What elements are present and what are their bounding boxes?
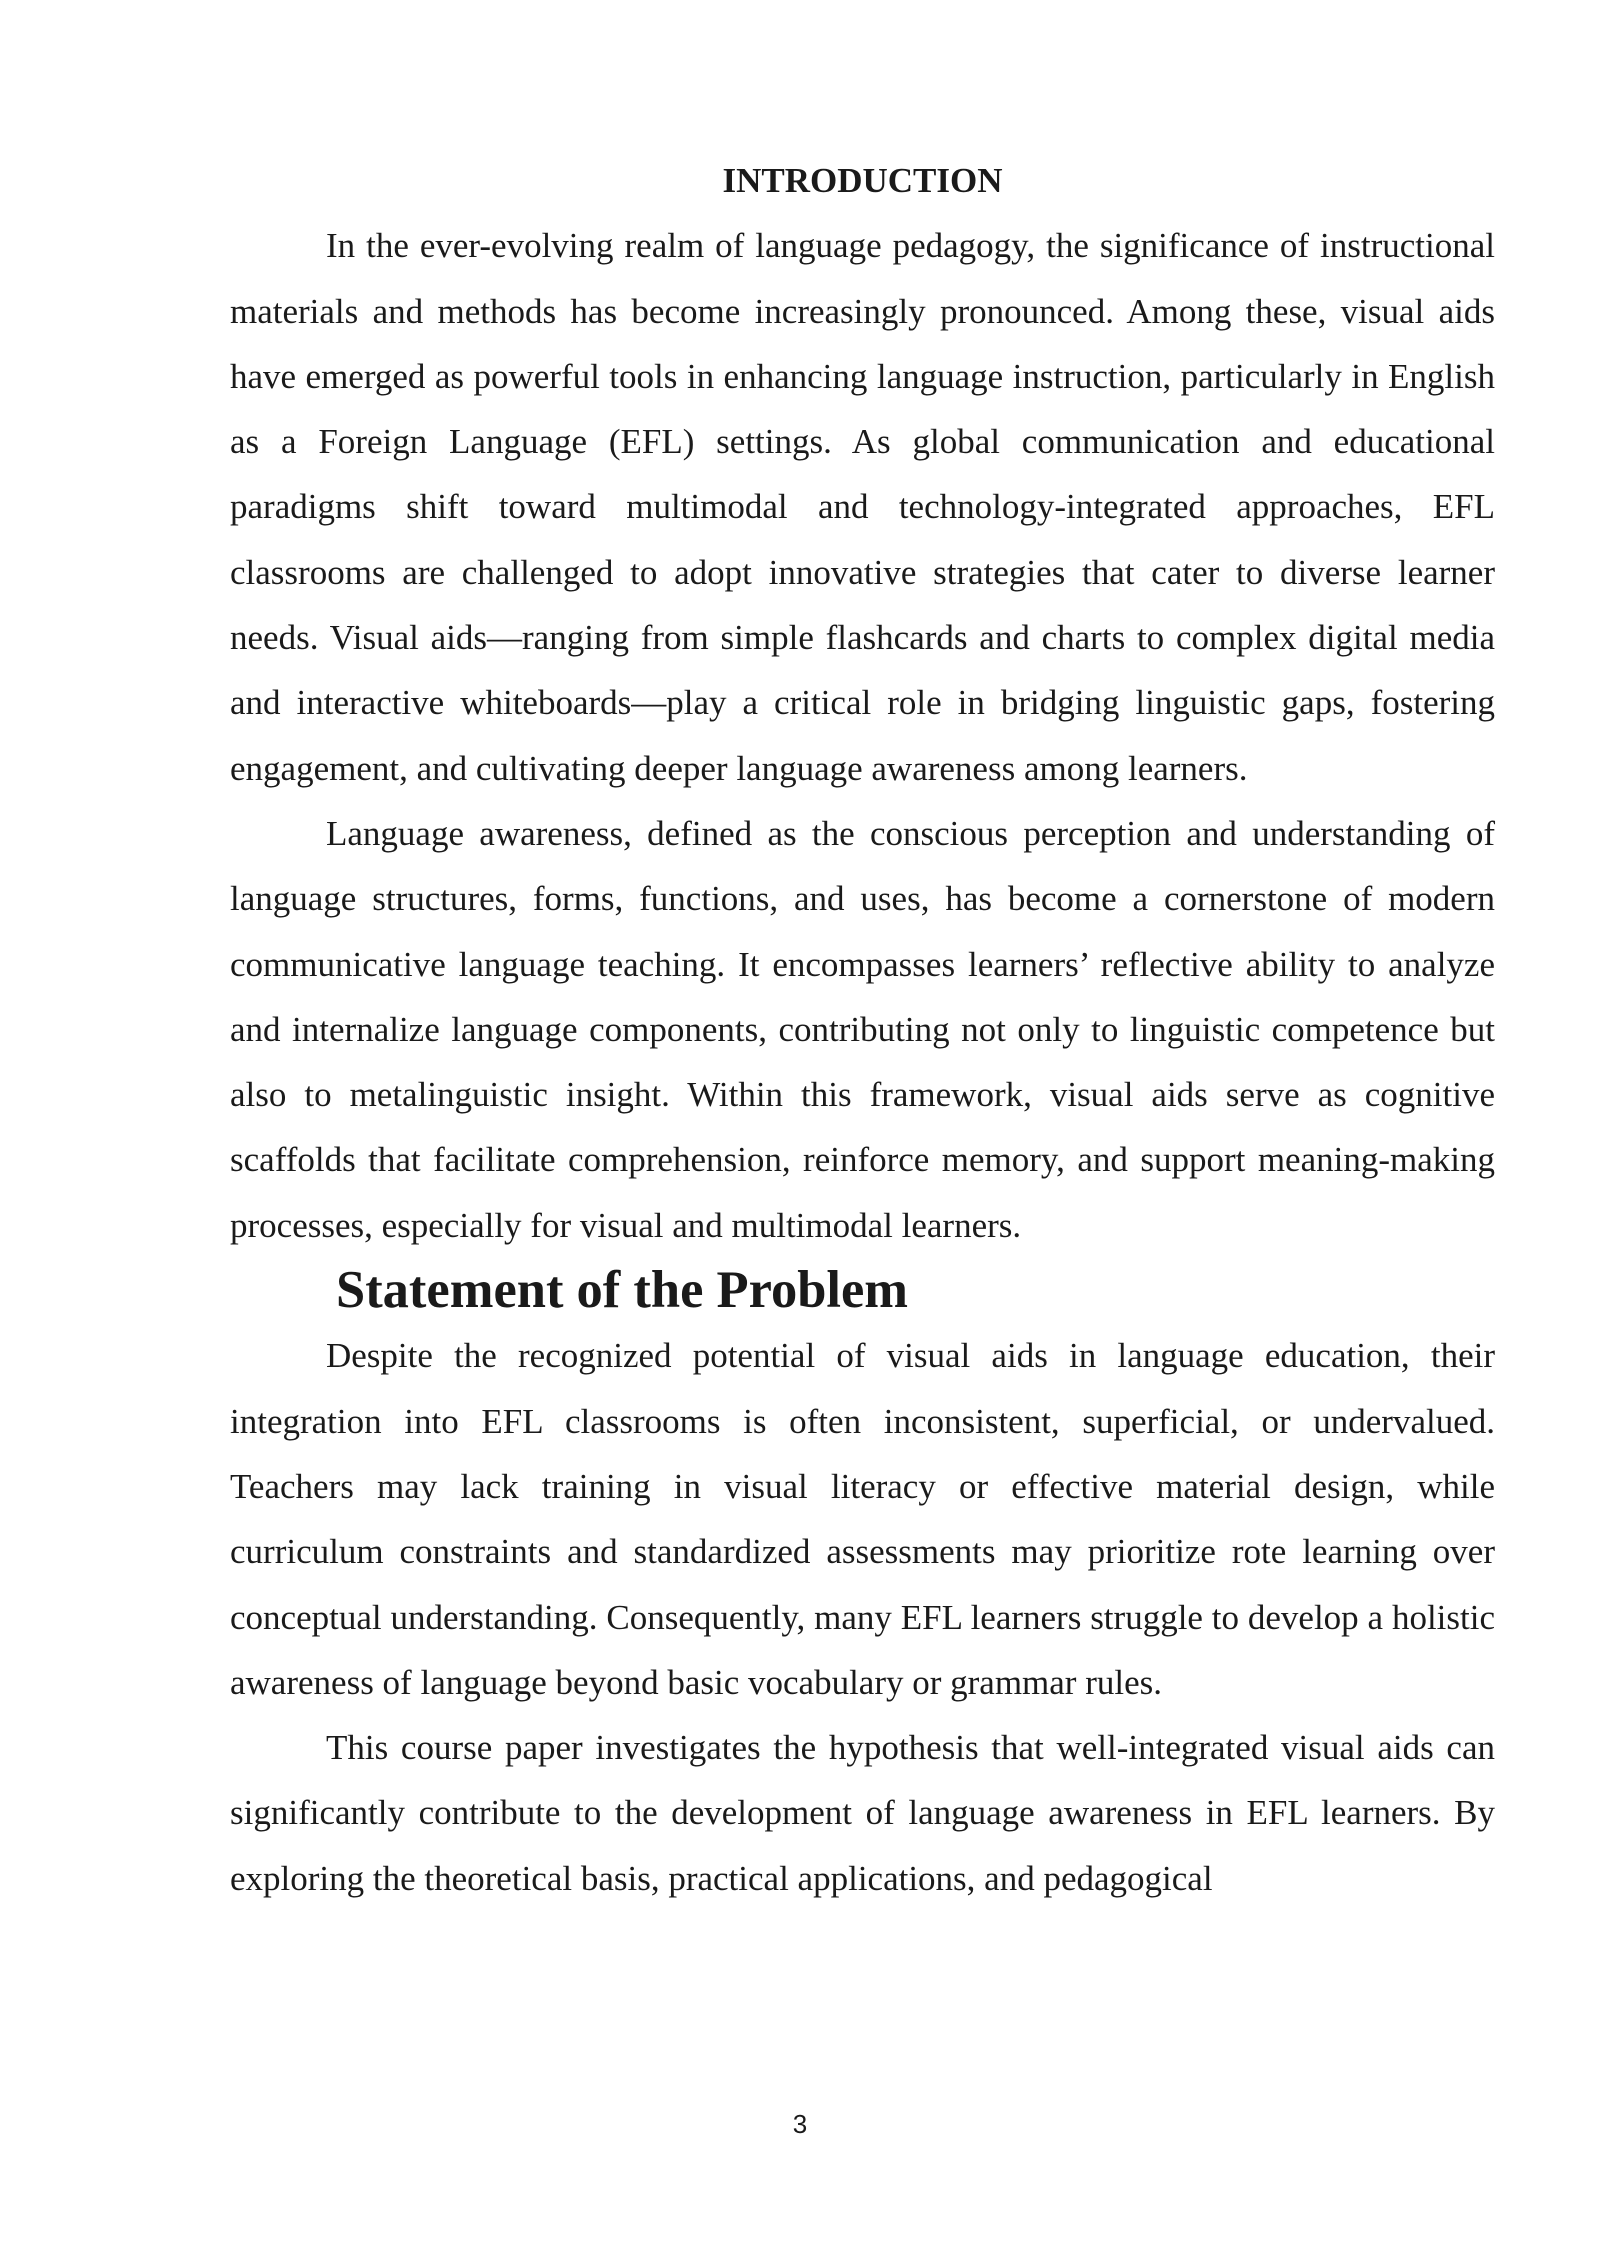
problem-paragraph-1: Despite the recognized potential of visual aids in language education, their integration into EFL classrooms is often inconsistent, superficial, or undervalued. Teachers may lack training in visual literacy or effective material design, while curriculum constraints and standardized assessments may prioritize rote learning over conceptual understanding. Consequently, many EFL learners struggle to develop a holistic awareness of language beyond basic vocabulary or grammar rules. [230,1336,1495,1702]
intro-paragraph-2: Language awareness, defined as the conscious perception and understanding of language structures, forms, functions, and uses, has become a cornerstone of modern communicative language teaching. It encompasses learners’ reflective ability to analyze and internalize language components, contributing not only to linguistic competence but also to metalinguistic insight. Within this framework, visual aids serve as cognitive scaffolds that facilitate comprehension, reinforce memory, and support meaning-making processes, especially for visual and multimodal learners. [230,813,1495,1245]
intro-paragraph-1: In the ever-evolving realm of language pedagogy, the significance of instructional materials and methods has become increasingly pronounced. Among these, visual aids have emerged as powerful tools in enhancing language instruction, particularly in English as a Foreign Language (EFL) settings. As global communication and educational paradigms shift toward multimodal and technology-integrated approaches, EFL classrooms are challenged to adopt innovative strategies that cater to diverse learner needs. Visual aids—ranging from simple flashcards and charts to complex digital media and interactive whiteboards—play a critical role in bridging linguistic gaps, fostering engagement, and cultivating deeper language awareness among learners. [230,226,1495,788]
page-number: 3 [792,2109,808,2139]
page-body [230,148,1495,1911]
problem-paragraph-2: This course paper investigates the hypothesis that well-integrated visual aids can significantly contribute to the development of language awareness in EFL learners. By exploring the theoretical basis, practical applications, and pedagogical [230,1728,1495,1898]
section-heading: Statement of the Problem [336,1261,909,1320]
page-title: INTRODUCTION [722,161,1003,200]
